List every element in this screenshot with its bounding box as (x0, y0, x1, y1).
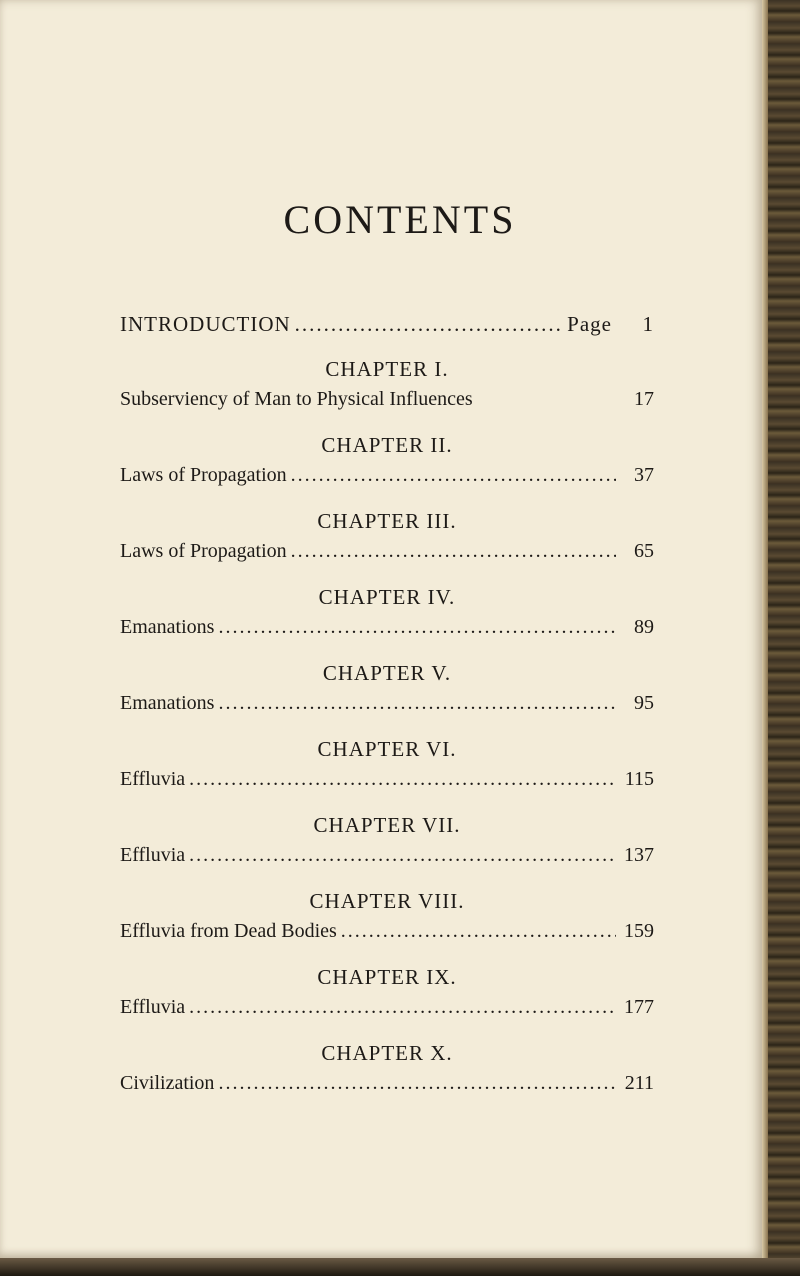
chapter-block (120, 350, 654, 426)
toc-entry (120, 996, 654, 1034)
chapter-block (120, 806, 654, 882)
entry-title: Laws of Propagation (120, 540, 287, 562)
page-number: 211 (624, 1072, 654, 1094)
chapter-heading: CHAPTER I. (325, 357, 449, 381)
chapter-block (120, 654, 654, 730)
entry-title: Laws of Propagation (120, 464, 287, 486)
book-spine-edge (762, 0, 800, 1276)
chapter-block (120, 882, 654, 958)
chapter-block (120, 578, 654, 654)
chapter-heading: CHAPTER V. (322, 661, 452, 685)
entry-title: Effluvia (120, 844, 186, 866)
toc-entry (120, 540, 654, 578)
page-number: 17 (634, 388, 654, 410)
page-number: 177 (624, 996, 654, 1018)
page-number: 137 (624, 844, 654, 866)
chapter-heading: CHAPTER VI. (317, 737, 457, 761)
dot-leader (189, 768, 616, 791)
toc-entry (120, 464, 654, 502)
page-number: 65 (634, 540, 654, 562)
dot-leader (291, 464, 616, 487)
page-number: 37 (634, 464, 654, 486)
page-number: 159 (624, 920, 654, 942)
chapter-heading: CHAPTER VII. (313, 813, 461, 837)
entry-title: Civilization (120, 1072, 215, 1094)
page-number: 115 (624, 768, 654, 790)
chapter-heading: CHAPTER X. (321, 1041, 453, 1065)
page-label: Page (567, 312, 612, 336)
entry-title: INTRODUCTION (120, 312, 291, 336)
dot-leader (218, 1072, 616, 1095)
entry-title: Emanations (120, 692, 215, 714)
page-bottom-shadow (0, 1258, 800, 1276)
page-number: 1 (642, 312, 654, 336)
chapter-block (120, 958, 654, 1034)
entry-title: Subserviency of Man to Physical Influences (120, 388, 473, 410)
toc-entry (120, 768, 654, 806)
page-number: 95 (634, 692, 654, 714)
entry-title: Emanations (120, 616, 215, 638)
chapter-block (120, 502, 654, 578)
chapter-heading: CHAPTER III. (317, 509, 457, 533)
chapter-block (120, 1034, 654, 1110)
entry-title: Effluvia (120, 768, 186, 790)
dot-leader (189, 844, 616, 867)
chapter-heading: CHAPTER VIII. (309, 889, 465, 913)
dot-leader (218, 616, 616, 639)
dot-leader (295, 312, 564, 337)
dot-leader (218, 692, 616, 715)
entry-title: Effluvia from Dead Bodies (120, 920, 337, 942)
table-of-contents (120, 312, 654, 1110)
dot-leader (341, 920, 616, 943)
chapter-block (120, 730, 654, 806)
dot-leader (189, 996, 616, 1019)
page-title: CONTENTS (283, 197, 517, 242)
page-number: 89 (634, 616, 654, 638)
toc-entry (120, 616, 654, 654)
toc-entry-introduction (120, 312, 654, 350)
toc-entry (120, 692, 654, 730)
toc-entry (120, 920, 654, 958)
chapter-heading: CHAPTER IV. (318, 585, 456, 609)
toc-entry (120, 844, 654, 882)
toc-entry (120, 388, 654, 426)
dot-leader (291, 540, 616, 563)
chapter-heading: CHAPTER IX. (317, 965, 457, 989)
chapter-heading: CHAPTER II. (321, 433, 453, 457)
entry-title: Effluvia (120, 996, 186, 1018)
toc-entry (120, 1072, 654, 1110)
chapter-block (120, 426, 654, 502)
